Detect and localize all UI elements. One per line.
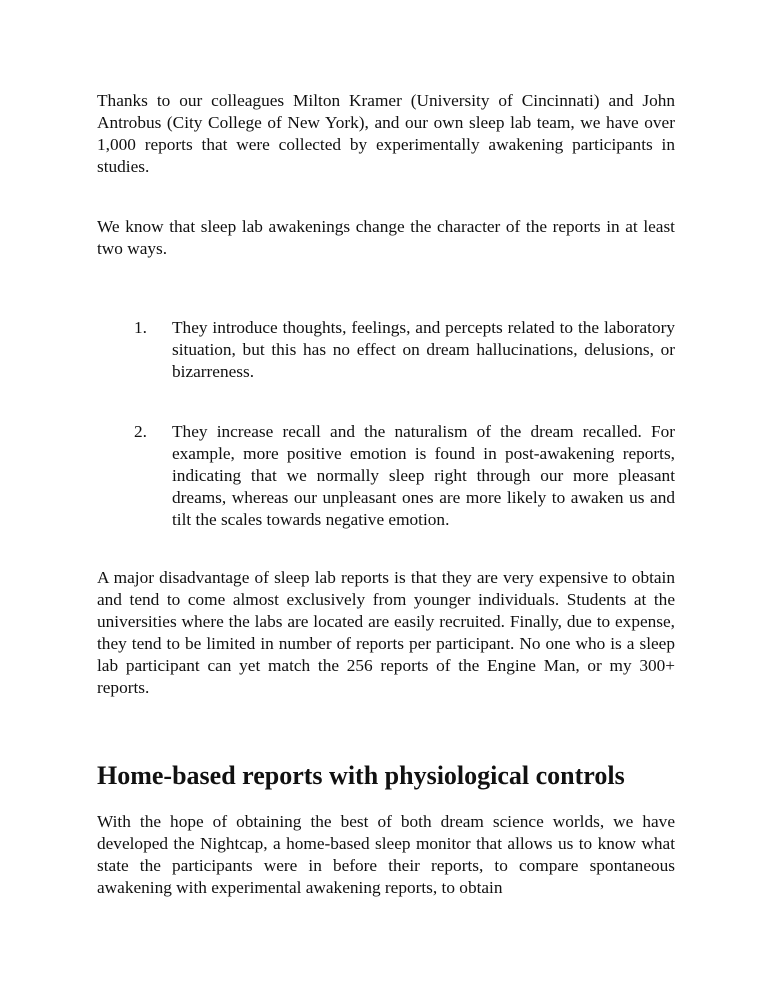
list-item-number: 1. [134,318,147,337]
section-heading: Home-based reports with physiological controls [97,761,625,790]
paragraph-colleagues: Thanks to our colleagues Milton Kramer (University of Cincinnati) and John Antrobus (City College of New York), and our own sleep lab team, we have over 1,000 reports that were collected by experimentally awakening participants in studies. [97,91,675,176]
list-item-text: They introduce thoughts, feelings, and percepts related to the laboratory situation, but this has no effect on dream hallucinations, delusions, or bizarreness. [172,318,675,381]
paragraph-awakenings-intro: We know that sleep lab awakenings change the character of the reports in at least two ways. [97,217,675,258]
list-item-text: They increase recall and the naturalism of the dream recalled. For example, more positive emotion is found in post-awakening reports, indicating that we normally sleep right through our more pleasant dreams, whereas our unpleasant ones are more likely to awaken us and tilt the scales towards negative emotion. [172,422,675,529]
list-item-number: 2. [134,422,147,441]
list-item-2 [134,421,675,531]
paragraph-disadvantage: A major disadvantage of sleep lab reports is that they are very expensive to obtain and tend to come almost exclusively from younger individuals. Students at the universities where the labs are located are easily recruited. Finally, due to expense, they tend to be limited in number of reports per participant. No one who is a sleep lab participant can yet match the 256 reports of the Engine Man, or my 300+ reports. [97,568,675,697]
list-item-1 [134,317,675,383]
paragraph-nightcap: With the hope of obtaining the best of both dream science worlds, we have developed the Nightcap, a home-based sleep monitor that allows us to know what state the participants were in before their reports, to compare spontaneous awakening with experimental awakening reports, to obtain [97,812,675,897]
